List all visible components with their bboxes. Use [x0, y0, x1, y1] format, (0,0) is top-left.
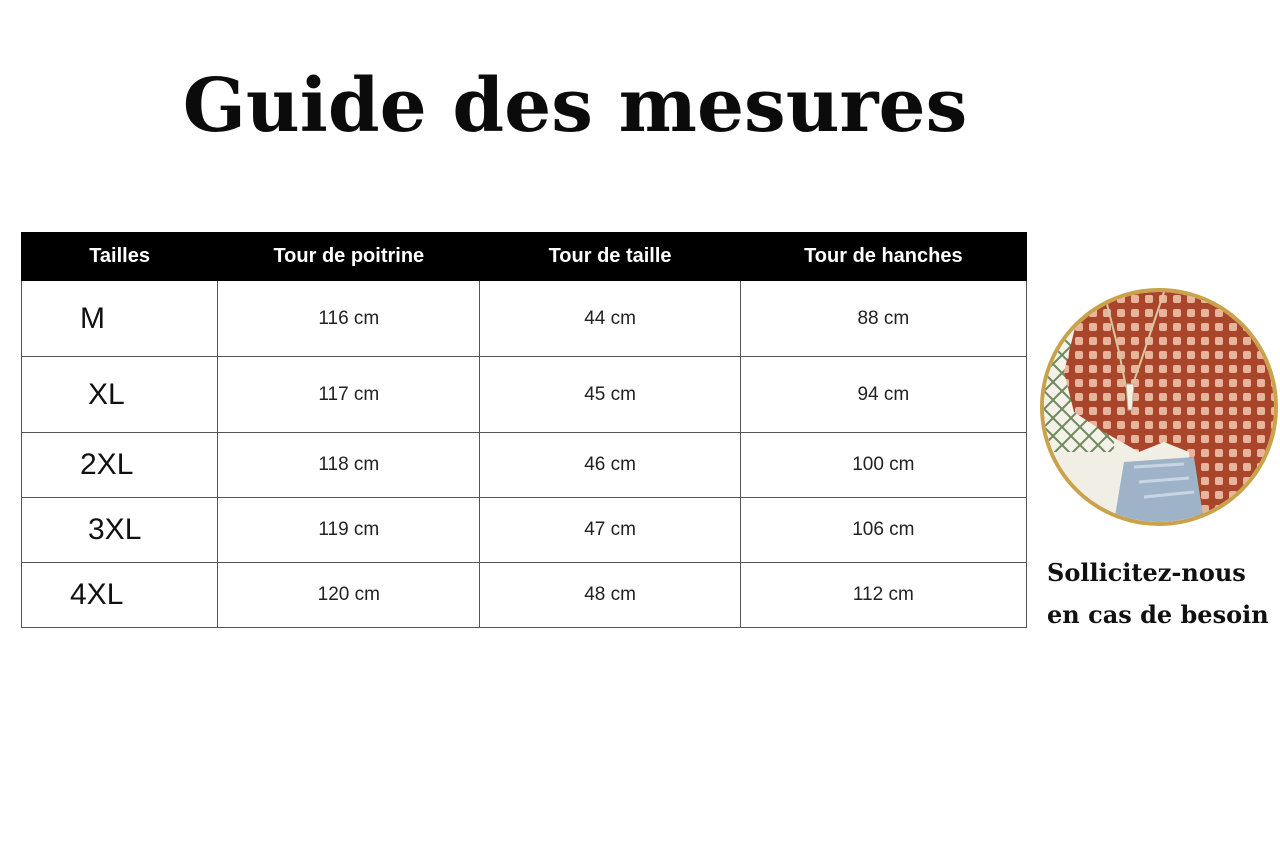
hips-value: 106 cm: [740, 498, 1026, 563]
waist-value: 46 cm: [480, 433, 740, 498]
size-label: 2XL: [22, 433, 218, 498]
size-table: [21, 232, 1027, 628]
table-row: [22, 498, 1027, 563]
size-label: M: [22, 281, 218, 357]
crochet-top-illustration: [1044, 292, 1274, 522]
waist-value: 48 cm: [480, 563, 740, 628]
table-row: [22, 433, 1027, 498]
header-waist: Tour de taille: [480, 233, 740, 281]
size-label: 4XL: [22, 563, 218, 628]
chest-value: 120 cm: [218, 563, 480, 628]
hips-value: 112 cm: [740, 563, 1026, 628]
chest-value: 117 cm: [218, 357, 480, 433]
help-text: [1047, 552, 1277, 636]
help-text-line-2: en cas de besoin: [1047, 600, 1269, 629]
help-text-line-1: Sollicitez-nous: [1047, 558, 1246, 587]
size-label: 3XL: [22, 498, 218, 563]
header-sizes: Tailles: [22, 233, 218, 281]
waist-value: 45 cm: [480, 357, 740, 433]
hips-value: 88 cm: [740, 281, 1026, 357]
garment-photo: [1040, 288, 1278, 526]
header-chest: Tour de poitrine: [218, 233, 480, 281]
hips-value: 94 cm: [740, 357, 1026, 433]
page-title: Guide des mesures: [182, 63, 968, 149]
table-row: [22, 563, 1027, 628]
header-hips: Tour de hanches: [740, 233, 1026, 281]
table-row: [22, 357, 1027, 433]
waist-value: 44 cm: [480, 281, 740, 357]
chest-value: 119 cm: [218, 498, 480, 563]
chest-value: 118 cm: [218, 433, 480, 498]
hips-value: 100 cm: [740, 433, 1026, 498]
waist-value: 47 cm: [480, 498, 740, 563]
table-header-row: [22, 233, 1027, 281]
chest-value: 116 cm: [218, 281, 480, 357]
table-row: [22, 281, 1027, 357]
size-label: XL: [22, 357, 218, 433]
